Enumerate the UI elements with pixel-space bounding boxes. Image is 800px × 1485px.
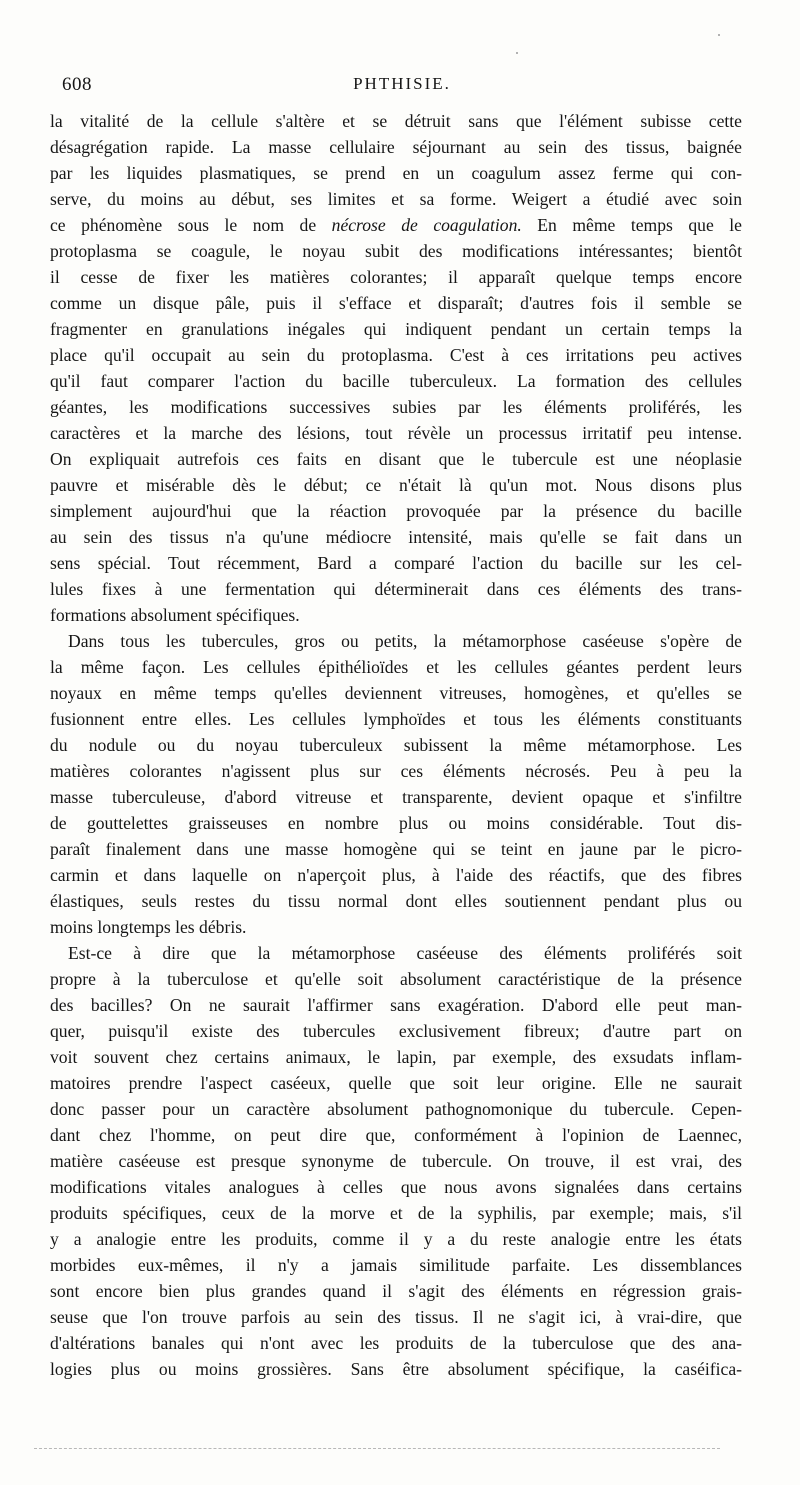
text-line: dant chez l'homme, on peut dire que, conformément à l'opinion de Laennec,	[50, 1125, 742, 1145]
text-line: formations absolument spécifiques.	[50, 605, 300, 625]
text-line: géantes, les modifications successives subies par les éléments proliférés, les	[50, 397, 742, 417]
text-line: lules fixes à une fermentation qui déterminerait dans ces éléments des trans-	[50, 579, 742, 599]
text-line: matières colorantes n'agissent plus sur ces éléments nécrosés. Peu à peu la	[50, 761, 742, 781]
text-line: seuse que l'on trouve parfois au sein des tissus. Il ne s'agit ici, à vrai-dire, que	[50, 1307, 742, 1327]
text-line: place qu'il occupait au sein du protoplasma. C'est à ces irritations peu actives	[50, 345, 742, 365]
text-line: d'altérations banales qui n'ont avec les produits de la tuberculose que des ana-	[50, 1333, 742, 1353]
bottom-dashed-rule	[34, 1448, 720, 1449]
text-line: désagrégation rapide. La masse cellulaire séjournant au sein des tissus, baignée	[50, 137, 742, 157]
text-segment: ce phénomène sous le nom de	[50, 215, 317, 235]
text-line: la même façon. Les cellules épithélioïdes et les cellules géantes perdent leurs	[50, 657, 742, 677]
text-line: au sein des tissus n'a qu'une médiocre intensité, mais qu'elle se fait dans un	[50, 527, 742, 547]
running-title: PHTHISIE.	[353, 74, 451, 93]
text-line: sont encore bien plus grandes quand il s'agit des éléments en régression grais-	[50, 1281, 742, 1301]
text-line-with-italic	[50, 212, 742, 238]
text-line: masse tuberculeuse, d'abord vitreuse et transparente, devient opaque et s'infiltre	[50, 787, 742, 807]
text-line: modifications vitales analogues à celles que nous avons signalées dans certains	[50, 1177, 742, 1197]
text-line: sens spécial. Tout récemment, Bard a comparé l'action du bacille sur les cel-	[50, 553, 742, 573]
page-number: 608	[62, 74, 92, 95]
text-line: par les liquides plasmatiques, se prend en un coagulum assez ferme qui con-	[50, 163, 742, 183]
text-line: matoires prendre l'aspect caséeux, quelle que soit leur origine. Elle ne saurait	[50, 1073, 742, 1093]
text-line: élastiques, seuls restes du tissu normal dont elles soutiennent pendant plus ou	[50, 891, 742, 911]
scan-speck	[516, 52, 518, 54]
text-line: On expliquait autrefois ces faits en disant que le tubercule est une néoplasie	[50, 449, 742, 469]
text-line: du nodule ou du noyau tuberculeux subissent la même métamorphose. Les	[50, 735, 742, 755]
text-line: noyaux en même temps qu'elles deviennent vitreuses, homogènes, et qu'elles se	[50, 683, 742, 703]
text-line: carmin et dans laquelle on n'aperçoit plus, à l'aide des réactifs, que des fibres	[50, 865, 742, 885]
scan-speck	[718, 34, 720, 36]
text-line: pauvre et misérable dès le début; ce n'était là qu'un mot. Nous disons plus	[50, 475, 742, 495]
text-line: fragmenter en granulations inégales qui indiquent pendant un certain temps la	[50, 319, 742, 339]
text-line: logies plus ou moins grossières. Sans être absolument spécifique, la caséifica-	[50, 1359, 742, 1379]
text-line: fusionnent entre elles. Les cellules lymphoïdes et tous les éléments constituants	[50, 709, 742, 729]
text-line: y a analogie entre les produits, comme il y a du reste analogie entre les états	[50, 1229, 742, 1249]
text-line: caractères et la marche des lésions, tout révèle un processus irritatif peu intense.	[50, 423, 742, 443]
text-line: serve, du moins au début, ses limites et sa forme. Weigert a étudié avec soin	[50, 189, 742, 209]
text-line: qu'il faut comparer l'action du bacille tuberculeux. La formation des cellules	[50, 371, 742, 391]
text-line: voit souvent chez certains animaux, le lapin, par exemple, des exsudats inflam-	[50, 1047, 742, 1067]
text-line: morbides eux-mêmes, il n'y a jamais similitude parfaite. Les dissemblances	[50, 1255, 742, 1275]
text-line: de gouttelettes graisseuses en nombre plus ou moins considérable. Tout dis-	[50, 813, 742, 833]
text-line: la vitalité de la cellule s'altère et se détruit sans que l'élément subisse cette	[50, 111, 742, 131]
text-line: paraît finalement dans une masse homogène qui se teint en jaune par le picro-	[50, 839, 742, 859]
text-line: des bacilles? On ne saurait l'affirmer sans exagération. D'abord elle peut man-	[50, 995, 742, 1015]
text-line: comme un disque pâle, puis il s'efface et disparaît; d'autres fois il semble se	[50, 293, 742, 313]
text-line: donc passer pour un caractère absolument pathognomonique du tubercule. Cepen-	[50, 1099, 742, 1119]
italic-term: nécrose de coagulation.	[331, 215, 522, 235]
text-line: simplement aujourd'hui que la réaction provoquée par la présence du bacille	[50, 501, 742, 521]
text-line: moins longtemps les débris.	[50, 917, 247, 937]
running-header	[62, 74, 742, 102]
paragraph-first-line: Est-ce à dire que la métamorphose caséeuse des éléments proliférés soit	[68, 943, 742, 963]
text-line: matière caséeuse est presque synonyme de tubercule. On trouve, il est vrai, des	[50, 1151, 742, 1171]
text-line: protoplasma se coagule, le noyau subit des modifications intéressantes; bientôt	[50, 241, 742, 261]
text-line: il cesse de fixer les matières colorantes; il apparaît quelque temps encore	[50, 267, 742, 287]
body-text	[50, 108, 742, 1382]
text-segment: En même temps que le	[537, 215, 742, 235]
paragraph-first-line: Dans tous les tubercules, gros ou petits, la métamorphose caséeuse s'opère de	[68, 631, 742, 651]
text-line: propre à la tuberculose et qu'elle soit absolument caractéristique de la présence	[50, 969, 742, 989]
text-line: produits spécifiques, ceux de la morve et de la syphilis, par exemple; mais, s'il	[50, 1203, 742, 1223]
text-line: quer, puisqu'il existe des tubercules exclusivement fibreux; d'autre part on	[50, 1021, 742, 1041]
